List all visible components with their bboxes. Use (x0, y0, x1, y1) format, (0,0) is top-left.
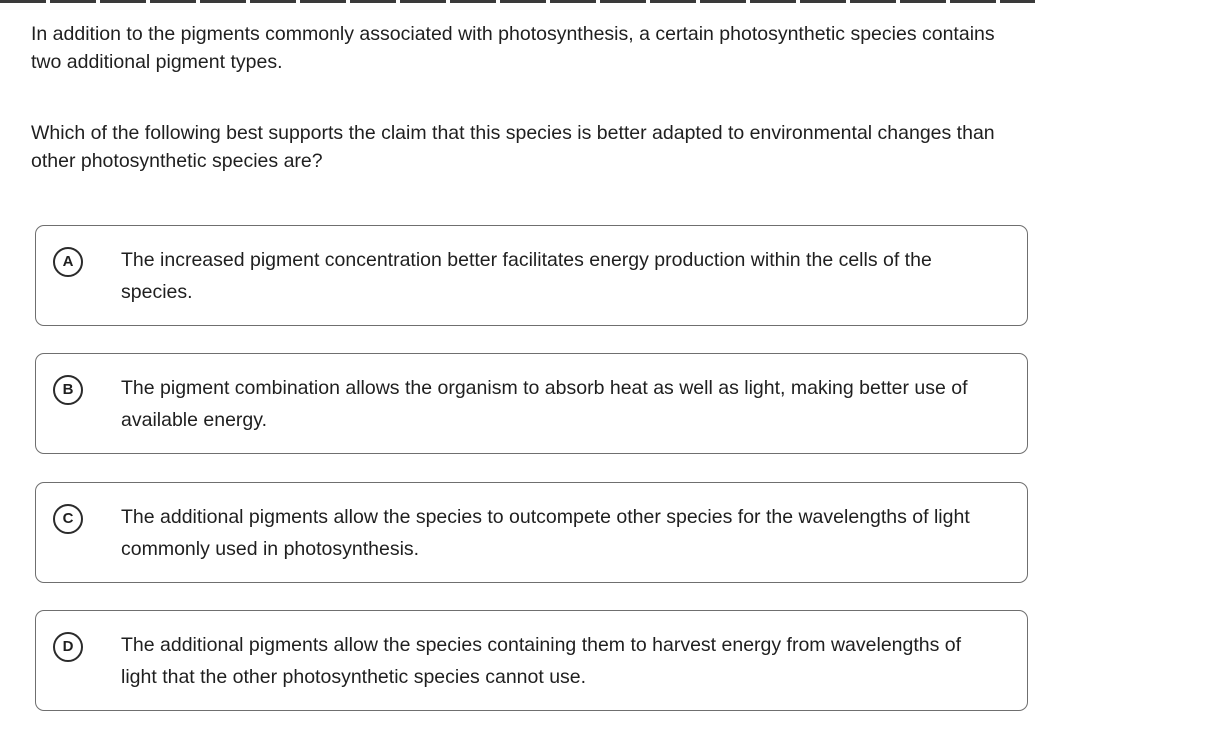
top-divider (0, 0, 1035, 3)
choice-letter-a: A (53, 247, 83, 277)
choice-letter-b: B (53, 375, 83, 405)
answer-choice-c[interactable] (35, 482, 1028, 583)
stimulus-text: In addition to the pigments commonly associated with photosynthesis, a certain photosynthetic species contains two additional pigment types. (31, 23, 995, 73)
choice-text-c: The additional pigments allow the species to outcompete other species for the wavelengths of light commonly used in photosynthesis. (121, 506, 970, 560)
answer-choice-b[interactable] (35, 353, 1028, 454)
choice-letter-d: D (53, 632, 83, 662)
question-stem: Which of the following best supports the claim that this species is better adapted to environmental changes than other photosynthetic species are? (31, 122, 995, 172)
answer-choice-a[interactable] (35, 225, 1028, 326)
choice-text-d: The additional pigments allow the species containing them to harvest energy from wavelengths of light that the other photosynthetic species cannot use. (121, 634, 962, 688)
choice-text-b: The pigment combination allows the organism to absorb heat as well as light, making better use of available energy. (121, 377, 968, 431)
answer-choice-d[interactable] (35, 610, 1028, 711)
choice-text-a: The increased pigment concentration better facilitates energy production within the cells of the species. (121, 249, 932, 303)
choice-letter-c: C (53, 504, 83, 534)
